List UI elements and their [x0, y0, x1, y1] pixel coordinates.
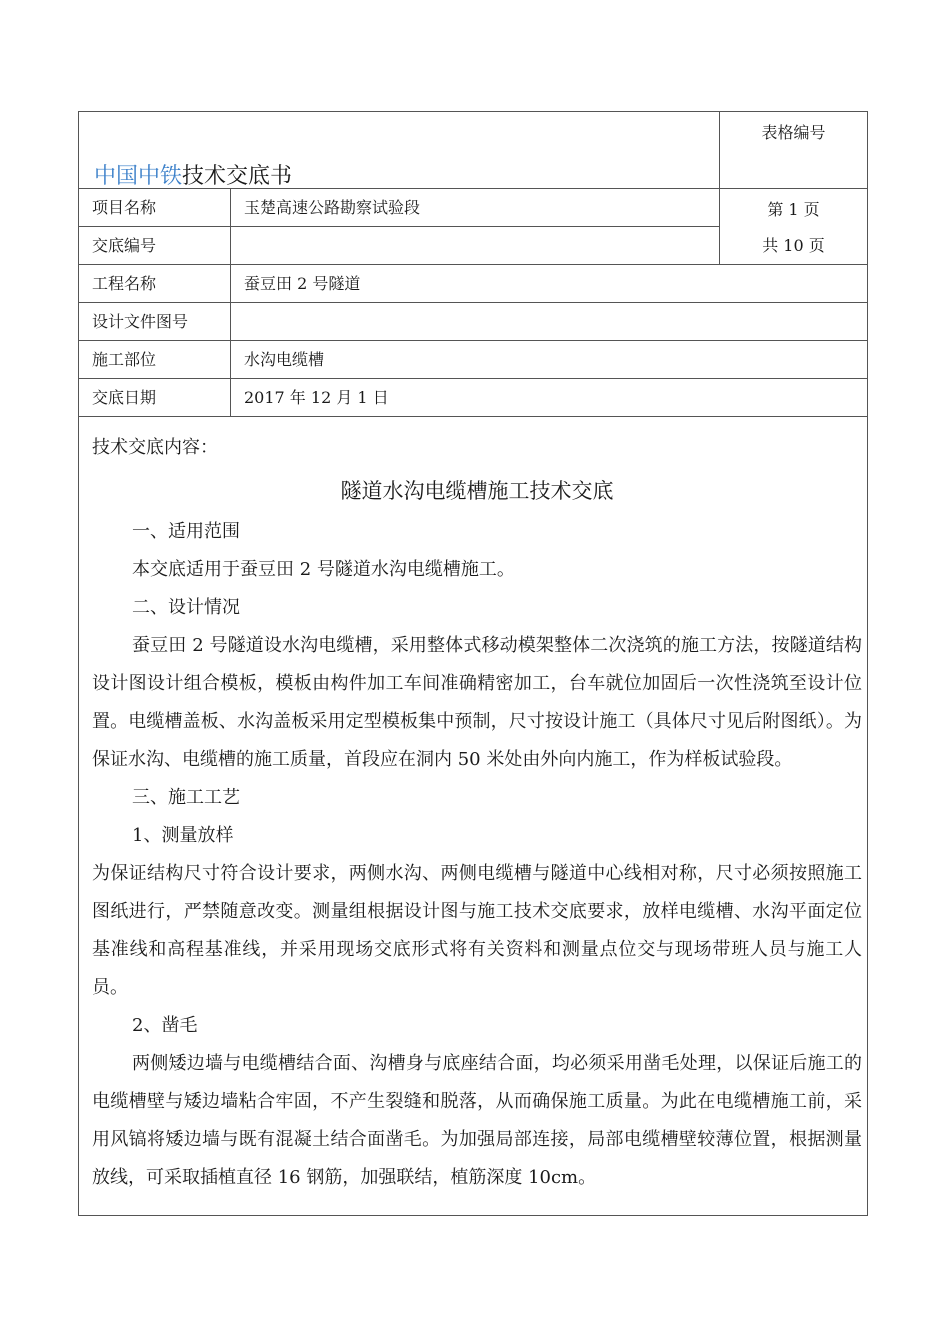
row-divider [78, 264, 868, 265]
subsection-heading: 1、测量放样 [132, 825, 234, 846]
field-label-disclosure-no: 交底编号 [92, 236, 157, 255]
field-value-engineering-name: 蚕豆田 2 号隧道 [244, 274, 361, 293]
section-paragraph: 本交底适用于蚕豆田 2 号隧道水沟电缆槽施工。 [132, 559, 515, 580]
field-label-project-name: 项目名称 [92, 198, 157, 217]
field-value-construction-part: 水沟电缆槽 [244, 350, 325, 369]
col-divider [230, 188, 231, 416]
section-paragraph: 为保证结构尺寸符合设计要求，两侧水沟、两侧电缆槽与隧道中心线相对称，尺寸必须按照施工图纸进行，严禁随意改变。测量组根据设计图与施工技术交底要求，放样电缆槽、水沟平面定位基准线和高程基准线，并采用现场交底形式将有关资料和测量点位交与现场带班人员与施工人员。 [92, 863, 862, 998]
form-title [94, 163, 292, 191]
section-paragraph: 两侧矮边墙与电缆槽结合面、沟槽身与底座结合面，均必须采用凿毛处理，以保证后施工的电缆槽壁与矮边墙粘合牢固，不产生裂缝和脱落，从而确保施工质量。为此在电缆槽施工前，采用风镐将矮边墙与既有混凝土结合面凿毛。为加强局部连接，局部电缆槽壁较薄位置，根据测量放线，可采取插植直径 16 钢筋，加强联结，植筋深度 10cm。 [92, 1053, 862, 1188]
row-divider [78, 302, 868, 303]
row-divider [78, 378, 868, 379]
section-heading: 一、适用范围 [132, 521, 240, 542]
content-intro-label: 技术交底内容： [92, 437, 218, 458]
field-label-construction-part: 施工部位 [92, 350, 157, 369]
disclosure-content [92, 429, 862, 1197]
document-type: 技术交底书 [182, 164, 293, 189]
field-label-drawing-no: 设计文件图号 [92, 312, 189, 331]
page-number: 第 1 页 [767, 200, 820, 219]
row-divider [78, 416, 868, 417]
content-title: 隧道水沟电缆槽施工技术交底 [340, 479, 614, 503]
subsection-heading: 2、凿毛 [132, 1015, 198, 1036]
field-value-project-name: 玉楚高速公路勘察试验段 [244, 198, 421, 217]
form-number-label: 表格编号 [761, 123, 826, 142]
disclosure-form [78, 111, 868, 1216]
row-divider [78, 340, 868, 341]
field-label-disclosure-date: 交底日期 [92, 388, 157, 407]
section-heading: 二、设计情况 [132, 597, 240, 618]
section-paragraph: 蚕豆田 2 号隧道设水沟电缆槽，采用整体式移动模架整体二次浇筑的施工方法，按隧道结构设计图设计组合模板，模板由构件加工车间准确精密加工，台车就位加固后一次性浇筑至设计位置。电缆槽盖板、水沟盖板采用定型模板集中预制，尺寸按设计施工（具体尺寸见后附图纸）。为保证水沟、电缆槽的施工质量，首段应在洞内 50 米处由外向内施工，作为样板试验段。 [92, 635, 862, 770]
section-heading: 三、施工工艺 [132, 787, 240, 808]
company-name: 中国中铁 [94, 164, 183, 189]
total-pages: 共 10 页 [762, 236, 825, 255]
field-label-engineering-name: 工程名称 [92, 274, 157, 293]
row-divider [78, 226, 719, 227]
field-value-disclosure-date: 2017 年 12 月 1 日 [244, 388, 389, 407]
